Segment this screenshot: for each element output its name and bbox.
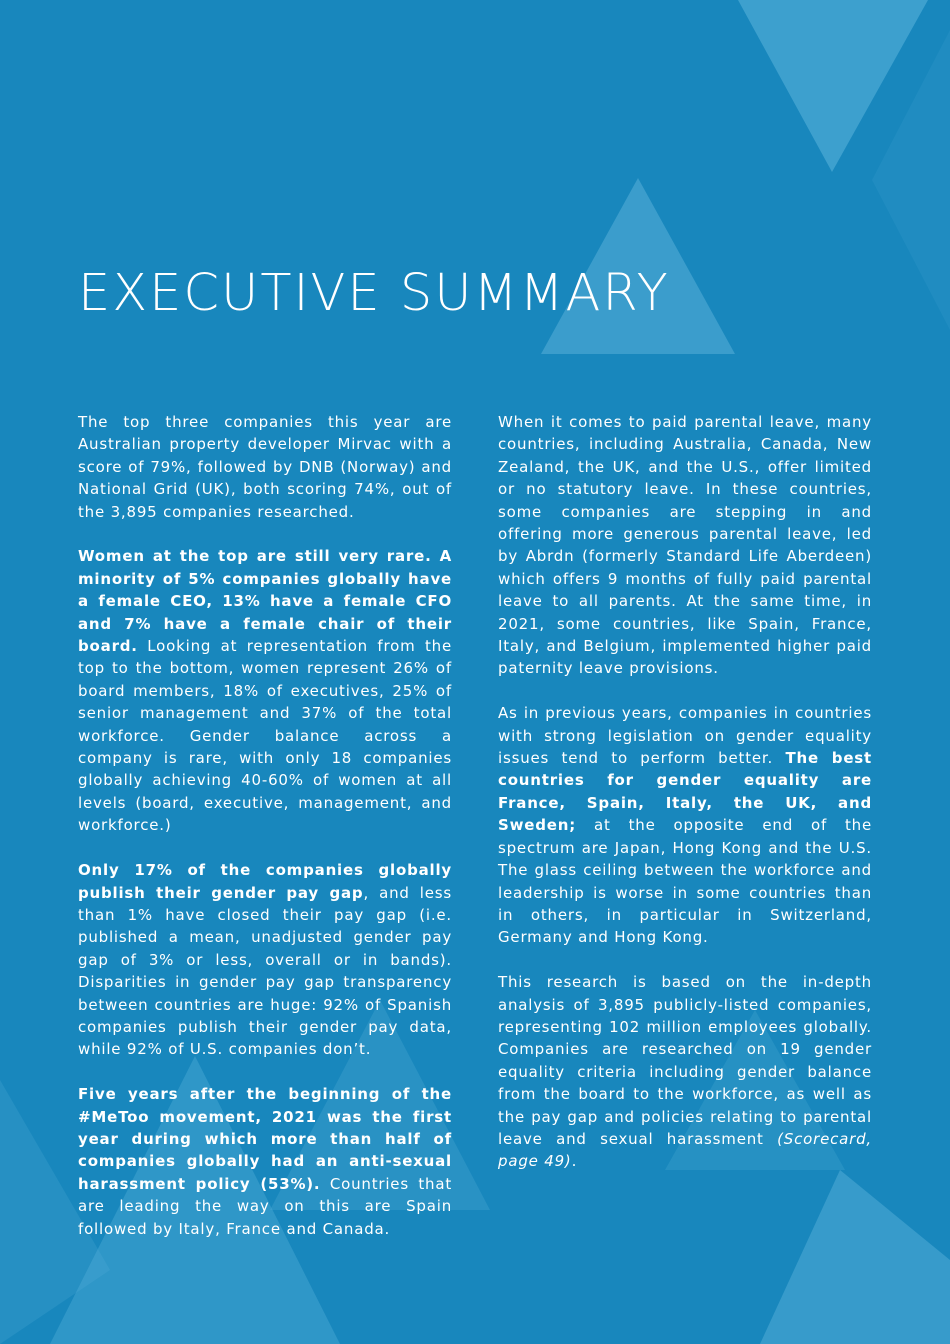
triangle-bottom-right-large <box>760 1170 950 1344</box>
page-title: EXECUTIVE SUMMARY <box>78 264 670 323</box>
paragraph-pay-gap <box>78 859 452 1061</box>
paragraph-women-at-top <box>78 545 452 836</box>
paragraph-methodology <box>498 971 872 1173</box>
paragraph-top-companies <box>78 411 452 523</box>
paragraph-text: at the opposite end of the spectrum are Japan, Hong Kong and the U.S. The glass ceiling between the workforce and leadership is worse in some countries than in others, in particular in Switzerland, Germany and Hong Kong. <box>498 816 872 947</box>
paragraph-text: This research is based on the in-depth analysis of 3,895 publicly-listed companies, representing 102 million employees globally. Companies are researched on 19 gender equality criteria including gender balance from the board to the workforce, as well as the pay gap and policies relating to parental leave and sexual harassment <box>498 973 872 1148</box>
paragraph-best-countries <box>498 702 872 948</box>
paragraph-text: Looking at representation from the top to the bottom, women represent 26% of board members, 18% of executives, 25% of senior management and 37% of the total workforce. Gender balance across a company is rare, with only 18 companies globally achieving 40-60% of women at all levels (board, executive, management, and workforce.) <box>78 637 452 835</box>
paragraph-text: The top three companies this year are Australian property developer Mirvac with a score of 79%, followed by DNB (Norway) and National Grid (UK), both scoring 74%, out of the 3,895 companies researched. <box>78 413 452 521</box>
paragraph-highlight: Five years after the beginning of the #MeToo movement, 2021 was the first year during which more than half of companies globally had an anti-sexual harassment policy (53%). <box>78 1085 452 1193</box>
paragraph-text: . <box>571 1152 578 1171</box>
paragraph-text: , and less than 1% have closed their pay gap (i.e. published a mean, unadjusted gender pay gap of 3% or less, overall or in bands). Disparities in gender pay gap transparency between countries are huge: 92% of Spanish companies publish their gender pay data, while 92% of U.S. companies don’t. <box>78 883 452 1059</box>
paragraph-parental-leave <box>498 411 872 680</box>
paragraph-text: As in previous years, companies in countries with strong legislation on gender equality issues tend to perform better. <box>498 704 872 768</box>
paragraph-highlight: The best countries for gender equality are France, Spain, Italy, the UK, and Sweden; <box>498 749 873 835</box>
paragraph-text: Countries that are leading the way on this are Spain followed by Italy, France and Canada. <box>78 1174 453 1238</box>
paragraph-highlight: Only 17% of the companies globally publish their gender pay gap <box>78 861 452 902</box>
scorecard-reference: (Scorecard, page 49) <box>498 1129 872 1171</box>
right-column <box>498 411 872 1195</box>
paragraph-metoo <box>78 1083 452 1240</box>
paragraph-text: When it comes to paid parental leave, many countries, including Australia, Canada, New Zealand, the UK, and the U.S., offer limited or no statutory leave. In these countries, some companies are stepping in and offering more generous parental leave, led by Abrdn (formerly Standard Life Aberdeen) which offers 9 months of fully paid parental leave to all parents. At the same time, in 2021, some countries, like Spain, France, Italy, and Belgium, implemented higher paid paternity leave provisions. <box>498 413 872 678</box>
paragraph-highlight: Women at the top are still very rare. A minority of 5% companies globally have a female CEO, 13% have a female CFO and 7% have a female chair of their board. <box>78 547 452 656</box>
left-column <box>78 411 452 1262</box>
